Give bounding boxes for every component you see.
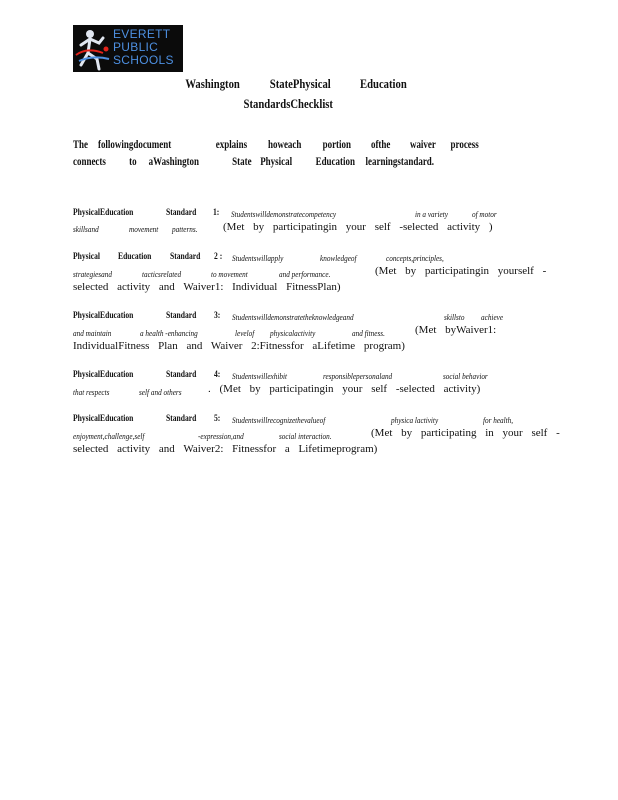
standard-text: of motor xyxy=(472,209,497,219)
standard-label: Standard xyxy=(166,208,197,218)
standard-text: strategiesand xyxy=(73,269,112,279)
intro-word: followingdocument xyxy=(97,139,172,151)
title-word-1: Washington xyxy=(185,76,240,91)
logo-line-schools: SCHOOLS xyxy=(113,53,174,67)
standard-text: achieve xyxy=(481,312,504,322)
standard-met-note: (Met by participatingin your self -selected activity ) xyxy=(223,221,493,233)
standard-label: Standard xyxy=(166,370,197,380)
standard-text: tacticsrelated xyxy=(142,269,182,279)
intro-word: portion xyxy=(322,139,352,151)
standard-text: and maintain xyxy=(73,328,112,338)
intro-word: Physical xyxy=(260,156,293,168)
standard-met-note: (Met byWaiver1: xyxy=(415,324,497,336)
title-subline: StandardsChecklist xyxy=(243,96,333,111)
standard-label: PhysicalEducation xyxy=(73,414,134,424)
title-word-2: StatePhysical xyxy=(269,76,331,91)
standard-text: self and others xyxy=(139,387,182,397)
standard-met-note: selected activity and Waiver1: Individual FitnessPlan) xyxy=(73,281,341,293)
standard-text: physicalactivity xyxy=(270,328,316,338)
standard-text: in a variety xyxy=(415,209,448,219)
standard-text: knowledgeof xyxy=(320,253,357,263)
standard-label: Standard xyxy=(166,311,197,321)
intro-word: to xyxy=(129,156,137,168)
standard-text: skillsto xyxy=(444,312,465,322)
standard-text: physica lactivity xyxy=(391,415,439,425)
standard-text: concepts,principles, xyxy=(386,253,444,263)
standard-text: social behavior xyxy=(443,371,488,381)
standard-text: Studentswillrecognizethevalueof xyxy=(232,415,326,425)
standard-label: Education xyxy=(118,252,152,262)
standard-text: skillsand xyxy=(73,224,99,234)
title-word-3: Education xyxy=(359,76,407,91)
intro-word: explains xyxy=(215,139,248,151)
intro-word: learningstandard. xyxy=(365,156,435,168)
standard-label: PhysicalEducation xyxy=(73,370,134,380)
standard-label: PhysicalEducation xyxy=(73,311,134,321)
standard-text: and performance. xyxy=(279,269,331,279)
everett-public-schools-logo xyxy=(73,25,183,72)
standard-text: patterns. xyxy=(172,224,198,234)
standard-number: 2 : xyxy=(214,252,223,262)
standard-text: -expression,and xyxy=(198,431,244,441)
standard-text: for health, xyxy=(483,415,514,425)
standard-text: Studentswillapply xyxy=(232,253,284,263)
runner-figure-icon xyxy=(73,25,117,72)
standard-text: and fitness. xyxy=(352,328,385,338)
standard-text: movement xyxy=(129,224,159,234)
standard-label: Standard xyxy=(166,414,197,424)
standard-number: 4: xyxy=(214,370,221,380)
logo-line-public: PUBLIC xyxy=(113,40,159,54)
intro-word: aWashington xyxy=(148,156,200,168)
standard-text: Studentswillexhibit xyxy=(232,371,287,381)
logo-line-everett: EVERETT xyxy=(113,27,171,41)
standard-number: 5: xyxy=(214,414,221,424)
standard-text: Studentswilldemonstratecompetency xyxy=(231,209,337,219)
standard-number: 1: xyxy=(213,208,220,218)
standard-met-note: IndividualFitness Plan and Waiver 2:Fitnessfor aLifetime program) xyxy=(73,340,405,352)
standard-label: Standard xyxy=(170,252,201,262)
standard-label: Physical xyxy=(73,252,101,262)
intro-word: connects xyxy=(73,156,106,168)
intro-word: waiver xyxy=(409,139,436,151)
standard-text: enjoyment,challenge,self xyxy=(73,431,145,441)
intro-word: process xyxy=(450,139,479,151)
intro-word: ofthe xyxy=(370,139,391,151)
standard-text: Studentswilldemonstratetheknowledgeand xyxy=(232,312,354,322)
intro-word: State xyxy=(232,156,252,168)
standard-text: levelof xyxy=(235,328,255,338)
standard-text: social interaction. xyxy=(279,431,332,441)
standard-text: a health -enhancing xyxy=(140,328,198,338)
standard-label: PhysicalEducation xyxy=(73,208,134,218)
standard-number: 3: xyxy=(214,311,221,321)
standard-text: responsiblepersonaland xyxy=(323,371,393,381)
intro-word: howeach xyxy=(268,139,302,151)
intro-word: Education xyxy=(315,156,355,168)
logo-wordmark xyxy=(113,28,183,67)
standard-text: that respects xyxy=(73,387,110,397)
standard-met-note: selected activity and Waiver2: Fitnessfor a Lifetimeprogram) xyxy=(73,443,378,455)
intro-word: The xyxy=(73,139,88,151)
standard-text: to movement xyxy=(211,269,248,279)
standard-met-note: . (Met by participatingin your self -selected activity) xyxy=(208,383,481,395)
standard-met-note: (Met by participating in your self - xyxy=(371,427,560,439)
standard-met-note: (Met by participatingin yourself - xyxy=(375,265,547,277)
